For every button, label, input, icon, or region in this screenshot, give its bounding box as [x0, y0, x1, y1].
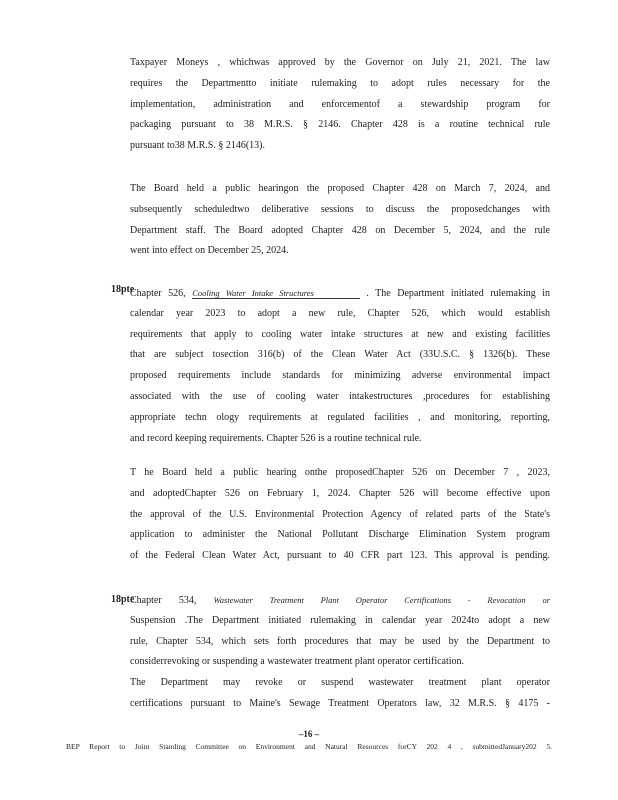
text-line: implementation, administration and enforcementof a stewardship program for — [130, 98, 550, 110]
text-line: requires the Departmentto initiate rulemaking to adopt rules necessary for the — [130, 77, 550, 89]
text-line: rule, Chapter 534, which sets forth procedures that may be used by the Department to — [130, 635, 550, 647]
text-line: subsequently scheduledtwo deliberative sessions to discuss the proposedchanges with — [130, 203, 550, 215]
paragraph-taxpayer-moneys — [130, 53, 550, 157]
text-line: considerrevoking or suspending a wastewater treatment plant operator certification. — [130, 656, 465, 668]
text-line: Department staff. The Board adopted Chapter 428 on December 5, 2024, and the rule — [130, 224, 550, 236]
chapter-marker: 18pte — [111, 284, 135, 295]
paragraph-chapter-534 — [130, 590, 550, 715]
page-number: –16 – — [298, 729, 320, 739]
paragraph-chapter-526 — [130, 283, 550, 449]
text-line: went into effect on December 25, 2024. — [130, 245, 289, 257]
chapter-label: Chapter 534, — [130, 595, 197, 606]
text-segment: . The Department initiated rulemaking in — [366, 288, 551, 299]
text-line: associated with the use of cooling water intakestructures ,procedures for establishing — [130, 390, 550, 402]
chapter-heading-line — [130, 283, 550, 304]
text-line: certifications pursuant to Maine's Sewage Treatment Operators law, 32 M.R.S. § 4175 - — [130, 697, 550, 709]
chapter-marker: 18pte — [111, 594, 135, 605]
text-line: and adoptedChapter 526 on February 1, 2024. Chapter 526 will become effective upon — [130, 487, 550, 499]
text-line: appropriate techn ology requirements at regulated facilities , and monitoring, reporting, — [130, 411, 550, 423]
text-line: T he Board held a public hearing onthe proposedChapter 526 on December 7 , 2023, — [130, 467, 550, 478]
text-line: Taxpayer Moneys , whichwas approved by the Governor on July 21, 2021. The law — [130, 57, 550, 68]
text-line: and record keeping requirements. Chapter 526 is a routine technical rule. — [130, 432, 422, 444]
chapter-title: Cooling Water Intake Structures — [192, 288, 360, 299]
text-line: The Department may revoke or suspend wastewater treatment plant operator — [130, 677, 550, 689]
text-line: The Board held a public hearingon the proposed Chapter 428 on March 7, 2024, and — [130, 183, 550, 194]
paragraph-chapter-428-hearing — [130, 179, 550, 262]
text-line: proposed requirements include standards for minimizing adverse environmental impact — [130, 370, 550, 382]
page-footer: BEP Report to Joint Standing Committee on Environment and Natural Resources forCY 202 4 , submittedJanuary202 5. — [66, 742, 552, 751]
text-line: of the Federal Clean Water Act, pursuant to 40 CFR part 123. This approval is pending. — [130, 550, 550, 562]
text-line: the approval of the U.S. Environmental Protection Agency of related parts of the State's — [130, 508, 550, 520]
text-line: calendar year 2023 to adopt a new rule, Chapter 526, which would establish — [130, 307, 550, 319]
text-line: application to administer the National Pollutant Discharge Elimination System program — [130, 529, 550, 541]
text-line: Suspension .The Department initiated rulemaking in calendar year 2024to adopt a new — [130, 614, 550, 626]
paragraph-chapter-526-hearing — [130, 463, 550, 567]
text-line: that are subject tosection 316(b) of the Clean Water Act (33U.S.C. § 1326(b). These — [130, 349, 550, 361]
chapter-label: Chapter 526, — [130, 288, 186, 299]
chapter-heading-line — [130, 590, 550, 611]
text-line: packaging pursuant to 38 M.R.S. § 2146. Chapter 428 is a routine technical rule — [130, 119, 550, 131]
chapter-title: Wastewater Treatment Plant Operator Certifications - Revocation or — [213, 595, 551, 605]
text-line: requirements that apply to cooling water intake structures at new and existing facilities — [130, 328, 550, 340]
text-line: pursuant to38 M.R.S. § 2146(13). — [130, 140, 265, 152]
